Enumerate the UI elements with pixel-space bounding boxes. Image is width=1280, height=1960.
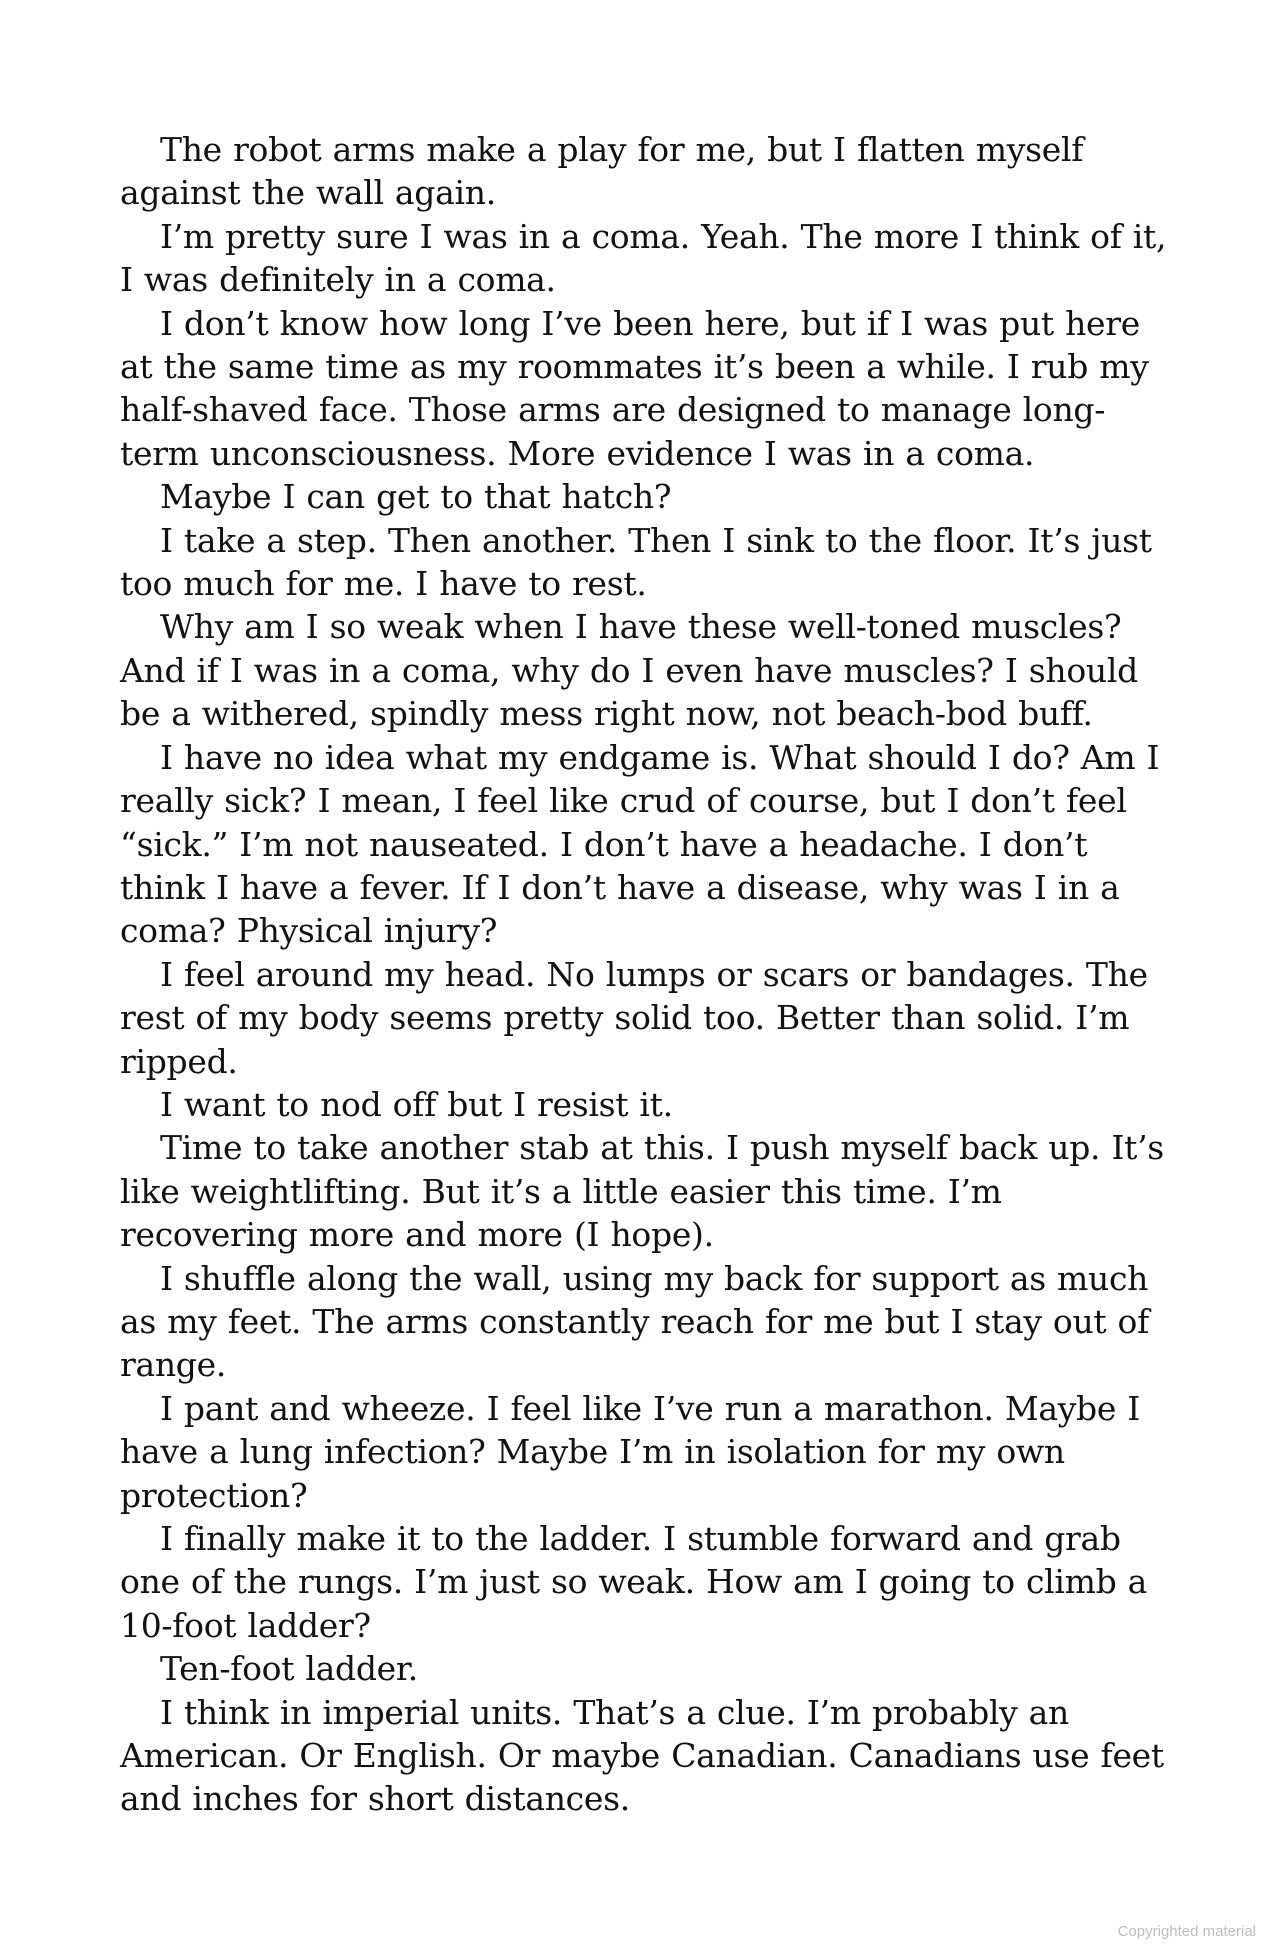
paragraph: I don’t know how long I’ve been here, but if I was put here at the same time as my roommates it’s been a while. I rub my half-shaved face. Those arms are designed to manage long-term unconsciousness. More evidence I was in a coma. [120, 303, 1149, 473]
copyright-watermark: Copyrighted material [1117, 1923, 1256, 1940]
paragraph: Ten-foot ladder. [160, 1649, 418, 1689]
paragraph: I want to nod off but I resist it. [160, 1084, 673, 1124]
paragraph: Why am I so weak when I have these well-toned muscles? And if I was in a coma, why do I even have muscles? I should be a withered, spindly mess right now, not beach-bod buff. [120, 607, 1138, 734]
paragraph: Maybe I can get to that hatch? [160, 477, 672, 517]
body-text [120, 128, 1180, 1821]
paragraph: I have no idea what my endgame is. What should I do? Am I really sick? I mean, I feel like crud of course, but I don’t feel “sick.” I’m not nauseated. I don’t have a headache. I don’t think I have a fever. If I don’t have a disease, why was I in a coma? Physical injury? [120, 737, 1160, 951]
paragraph: I think in imperial units. That’s a clue. I’m probably an American. Or English. Or maybe Canadian. Canadians use feet and inches for short distances. [120, 1692, 1164, 1819]
paragraph: Time to take another stab at this. I push myself back up. It’s like weightlifting. But it’s a little easier this time. I’m recovering more and more (I hope). [120, 1128, 1164, 1255]
paragraph: I pant and wheeze. I feel like I’ve run a marathon. Maybe I have a lung infection? Maybe I’m in isolation for my own protection? [120, 1388, 1141, 1515]
paragraph: I take a step. Then another. Then I sink to the floor. It’s just too much for me. I have to rest. [120, 520, 1152, 604]
paragraph: The robot arms make a play for me, but I flatten myself against the wall again. [120, 130, 1084, 213]
paragraph: I finally make it to the ladder. I stumble forward and grab one of the rungs. I’m just so weak. How am I going to climb a 10-foot ladder? [120, 1519, 1148, 1645]
paragraph: I shuffle along the wall, using my back for support as much as my feet. The arms constantly reach for me but I stay out of range. [120, 1258, 1150, 1385]
paragraph: I feel around my head. No lumps or scars or bandages. The rest of my body seems pretty solid too. Better than solid. I’m ripped. [120, 954, 1148, 1081]
paragraph: I’m pretty sure I was in a coma. Yeah. The more I think of it, I was definitely in a coma. [120, 216, 1167, 300]
